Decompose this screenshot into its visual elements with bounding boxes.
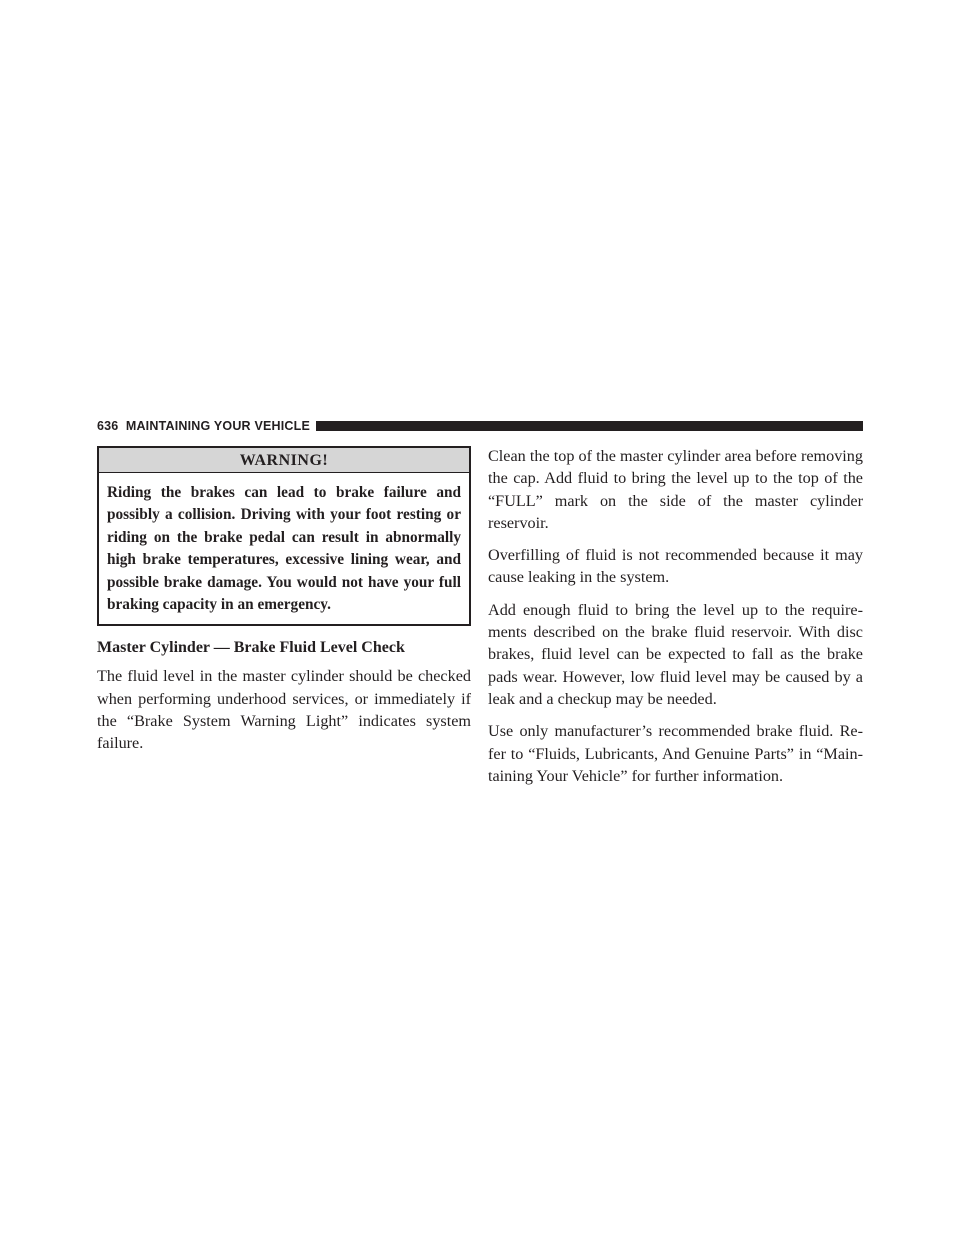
left-paragraph: The fluid level in the master cylinder should be checked when performing underhood services, or immediately if the “Brake System Warning Light” indicates system failure. — [97, 667, 471, 753]
header-rule — [316, 421, 863, 431]
warning-title: WARNING! — [99, 448, 469, 473]
right-paragraph-3: Add enough fluid to bring the level up to the require-ments described on the brake fluid reservoir. With disc brakes, fluid level can be expected to fall as the brake pads wear. However, low fluid level may be caused by a leak and a checkup may be needed. — [488, 600, 863, 708]
right-paragraph-2: Overfilling of fluid is not recommended because it may cause leaking in the system. — [488, 546, 863, 587]
right-paragraph-1: Clean the top of the master cylinder area before removing the cap. Add fluid to bring the level up to the top of the “FULL” mark on the side of the master cylinder reservoir. — [488, 447, 863, 532]
section-subheading: Master Cylinder — Brake Fluid Level Check — [97, 639, 405, 657]
right-paragraph-4: Use only manufacturer’s recommended brake fluid. Re-fer to “Fluids, Lubricants, And Genuine Parts” in “Main-taining Your Vehicle” for further information. — [488, 722, 863, 785]
section-title: MAINTAINING YOUR VEHICLE — [125, 419, 311, 433]
page-header-text — [97, 419, 316, 433]
warning-box — [97, 446, 471, 626]
left-column — [97, 446, 471, 755]
right-column — [488, 445, 863, 787]
page-number: 636 — [97, 419, 119, 433]
page-header — [97, 418, 863, 434]
warning-body: Riding the brakes can lead to brake failure and possibly a collision. Driving with your foot resting or riding on the brake pedal can result in abnormally high brake temperatures, excessive lining wear, and possible brake damage. You would not have your full braking capacity in an emergency. — [107, 484, 461, 614]
